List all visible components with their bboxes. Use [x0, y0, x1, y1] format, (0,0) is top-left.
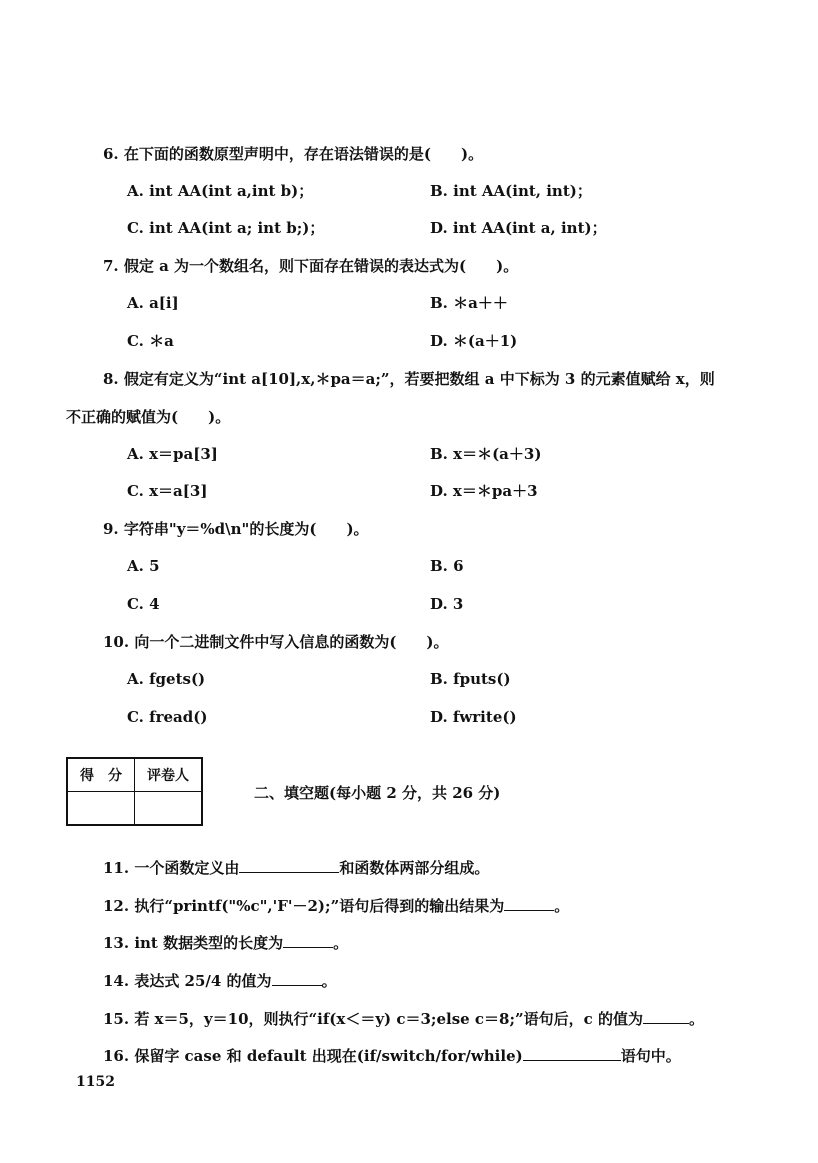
- question-13: [103, 933, 348, 953]
- grader-cell[interactable]: [135, 792, 203, 826]
- question-14-blank[interactable]: [272, 971, 322, 986]
- question-15-suffix: 。: [689, 1010, 705, 1028]
- question-12-prefix: 12. 执行“printf("%c",'F'－2);”语句后得到的输出结果为: [103, 897, 505, 915]
- score-header: 得 分: [67, 758, 135, 792]
- question-12-suffix: 。: [554, 897, 570, 915]
- question-14-prefix: 14. 表达式 25/4 的值为: [103, 972, 272, 990]
- question-6-option-c: C. int AA(int a; int b;)；: [127, 219, 325, 237]
- question-13-blank[interactable]: [283, 933, 333, 948]
- question-14: [103, 971, 337, 991]
- question-7-option-d: D. ＊(a＋1): [430, 332, 518, 350]
- question-8-option-c: C. x＝a[3]: [127, 482, 208, 500]
- question-8-stem-line1: 8. 假定有定义为“int a[10],x,＊pa＝a;”，若要把数组 a 中下标为 3 的元素值赋给 x，则: [103, 370, 715, 388]
- question-11-prefix: 11. 一个函数定义由: [103, 859, 240, 877]
- question-8-option-a: A. x＝pa[3]: [127, 445, 218, 463]
- question-6-option-b: B. int AA(int, int)；: [430, 182, 592, 200]
- score-table: [66, 757, 203, 826]
- question-15-prefix: 15. 若 x＝5，y＝10，则执行“if(x＜＝y) c＝3;else c＝8;”语句后，c 的值为: [103, 1010, 644, 1028]
- question-9-option-b: B. 6: [430, 557, 464, 575]
- question-12-blank[interactable]: [504, 896, 554, 911]
- question-11-blank[interactable]: [239, 858, 339, 873]
- question-10-stem: 10. 向一个二进制文件中写入信息的函数为( )。: [103, 633, 449, 651]
- question-14-suffix: 。: [321, 972, 337, 990]
- score-cell[interactable]: [67, 792, 135, 826]
- question-16: [103, 1046, 681, 1066]
- question-16-suffix: 语句中。: [620, 1047, 681, 1065]
- page-number: 1152: [76, 1074, 115, 1090]
- question-15: [103, 1009, 704, 1029]
- question-10-option-b: B. fputs(): [430, 670, 511, 688]
- question-13-suffix: 。: [333, 934, 349, 952]
- question-15-blank[interactable]: [643, 1009, 689, 1024]
- question-6-stem: 6. 在下面的函数原型声明中，存在语法错误的是( )。: [103, 145, 484, 163]
- question-9-stem: 9. 字符串"y＝%d\n"的长度为( )。: [103, 520, 369, 538]
- question-9-option-a: A. 5: [127, 557, 160, 575]
- question-13-prefix: 13. int 数据类型的长度为: [103, 934, 284, 952]
- question-9-option-d: D. 3: [430, 595, 464, 613]
- question-16-blank[interactable]: [523, 1046, 621, 1061]
- question-10-option-c: C. fread(): [127, 708, 208, 726]
- question-9-option-c: C. 4: [127, 595, 160, 613]
- question-10-option-d: D. fwrite(): [430, 708, 517, 726]
- question-7-option-c: C. ＊a: [127, 332, 174, 350]
- question-7-stem: 7. 假定 a 为一个数组名，则下面存在错误的表达式为( )。: [103, 257, 519, 275]
- question-7-option-b: B. ＊a＋＋: [430, 294, 508, 312]
- question-12: [103, 896, 569, 916]
- question-10-option-a: A. fgets(): [127, 670, 206, 688]
- question-11-suffix: 和函数体两部分组成。: [339, 859, 490, 877]
- grader-header: 评卷人: [135, 758, 203, 792]
- question-7-option-a: A. a[i]: [127, 294, 179, 312]
- question-8-option-b: B. x＝＊(a＋3): [430, 445, 542, 463]
- section-2-title: 二、填空题(每小题 2 分，共 26 分): [254, 784, 501, 802]
- question-6-option-d: D. int AA(int a, int)；: [430, 219, 607, 237]
- question-8-stem-line2: 不正确的赋值为( )。: [66, 408, 231, 426]
- question-6-option-a: A. int AA(int a,int b)；: [127, 182, 314, 200]
- question-16-prefix: 16. 保留字 case 和 default 出现在(if/switch/for/while): [103, 1047, 523, 1065]
- question-8-option-d: D. x＝＊pa＋3: [430, 482, 538, 500]
- question-11: [103, 858, 489, 878]
